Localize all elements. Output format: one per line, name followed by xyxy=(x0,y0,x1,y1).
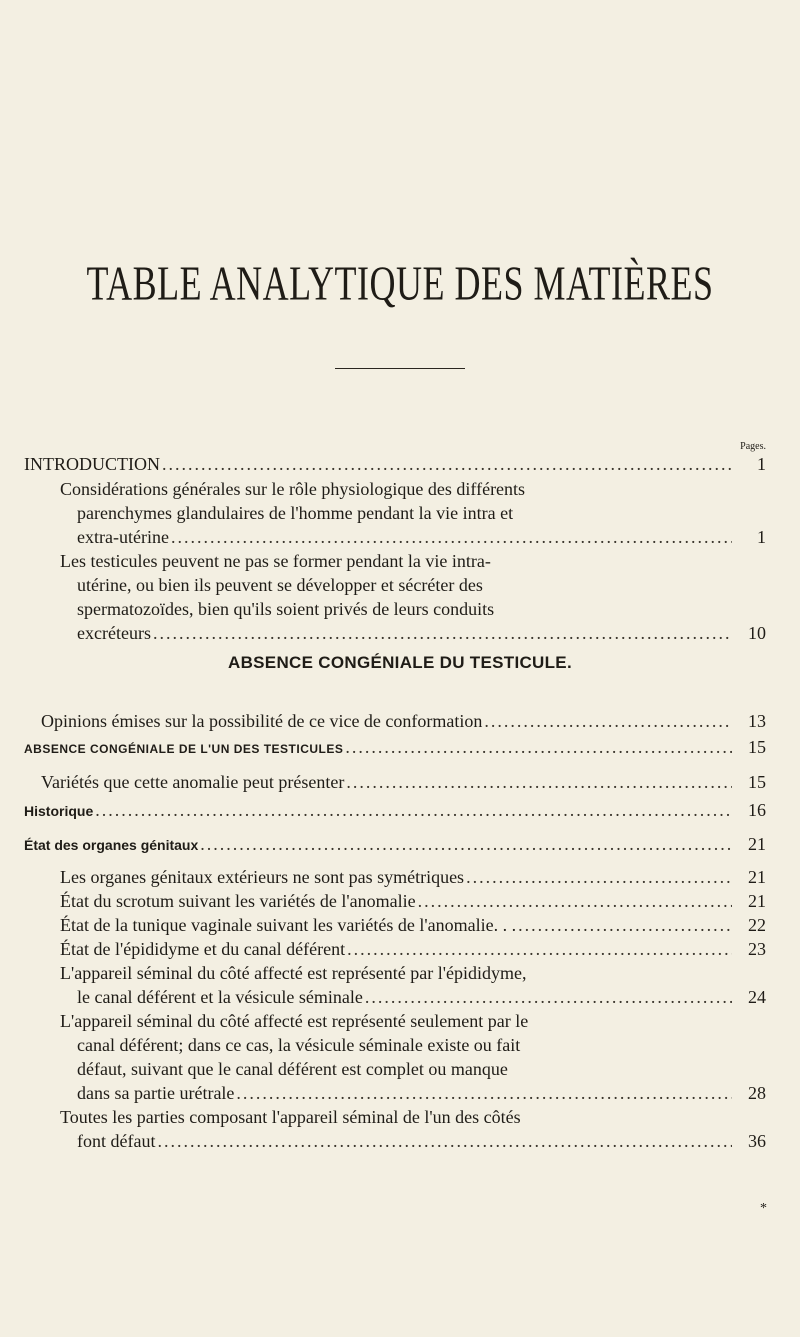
toc-entry-appareil-seminal-2[interactable] xyxy=(77,1081,766,1105)
toc-entry-opinions[interactable] xyxy=(41,709,766,733)
toc-page-number: 16 xyxy=(748,800,766,820)
toc-entry-text: État des organes génitaux xyxy=(24,837,199,853)
toc-entry-toutes-parties[interactable] xyxy=(77,1129,766,1153)
toc-entry-line: Considérations générales sur le rôle physiologique des différents xyxy=(60,479,526,499)
toc-page-number: 21 xyxy=(748,867,766,887)
toc-entry-line: Les testicules peuvent ne pas se former pendant la vie intra- xyxy=(60,551,491,571)
toc-page-number: 28 xyxy=(748,1083,766,1103)
toc-page-number: 21 xyxy=(748,891,766,911)
toc-entry-text: Opinions émises sur la possibilité de ce vice de conformation xyxy=(41,711,483,731)
toc-entry-text: Historique xyxy=(24,803,94,819)
leader-dots xyxy=(418,889,732,913)
toc-entry-text: le canal déférent et la vésicule séminale xyxy=(77,987,363,1007)
leader-dots xyxy=(484,709,732,733)
toc-entry-absence-un-testicule[interactable] xyxy=(24,735,766,761)
toc-entry-line: utérine, ou bien ils peuvent se développer et sécréter des xyxy=(77,575,483,595)
toc-entry-appareil-seminal-1[interactable] xyxy=(77,985,766,1009)
toc-entry-text: dans sa partie urétrale xyxy=(77,1083,235,1103)
toc-page-number: 1 xyxy=(757,454,766,474)
toc-entry-tunique-vaginale[interactable] xyxy=(60,913,766,937)
toc-entry-text: Variétés que cette anomalie peut présenter xyxy=(41,772,345,792)
footer-asterisk: * xyxy=(760,1201,767,1216)
leader-dots xyxy=(365,985,732,1009)
leader-dots xyxy=(157,1129,732,1153)
leader-dots xyxy=(518,913,732,937)
toc-entry-line: L'appareil séminal du côté affecté est représenté par l'épididyme, xyxy=(60,963,527,983)
toc-entry-line: défaut, suivant que le canal déférent est complet ou manque xyxy=(77,1059,508,1079)
toc-page-number: 13 xyxy=(748,711,766,731)
toc-entry-considerations[interactable] xyxy=(77,525,766,549)
toc-page-number: 23 xyxy=(748,939,766,959)
toc-entry-line: parenchymes glandulaires de l'homme pendant la vie intra et xyxy=(77,503,514,523)
leader-dots xyxy=(466,865,732,889)
toc-entry-organes-exterieurs[interactable] xyxy=(60,865,766,889)
leader-dots xyxy=(346,770,732,794)
leader-dots xyxy=(95,798,732,822)
section-heading: ABSENCE CONGÉNIALE DU TESTICULE. xyxy=(228,653,572,672)
toc-entry-line: L'appareil séminal du côté affecté est représenté seulement par le xyxy=(60,1011,529,1031)
toc-page-number: 36 xyxy=(748,1131,766,1151)
toc-entry-line: canal déférent; dans ce cas, la vésicule séminale existe ou fait xyxy=(77,1035,521,1055)
toc-entry-line: Toutes les parties composant l'appareil séminal de l'un des côtés xyxy=(60,1107,521,1127)
toc-entry-text: État de l'épididyme et du canal déférent xyxy=(60,939,346,959)
pages-column-label: Pages. xyxy=(740,441,766,452)
toc-entry-text: ABSENCE CONGÉNIALE DE L'UN DES TESTICULES xyxy=(24,742,344,756)
toc-entry-testicules[interactable] xyxy=(77,621,766,645)
toc-entry-etat-organes[interactable] xyxy=(24,832,766,857)
toc-page-number: 1 xyxy=(757,527,766,547)
page-title: TABLE ANALYTIQUE DES MATIÈRES xyxy=(86,256,714,311)
leader-dots xyxy=(162,452,732,476)
toc-entry-text: INTRODUCTION xyxy=(24,454,160,474)
leader-dots xyxy=(171,525,732,549)
toc-entry-text: extra-utérine xyxy=(77,527,169,547)
toc-entry-line: spermatozoïdes, bien qu'ils soient privés de leurs conduits xyxy=(77,599,495,619)
toc-entry-text: Les organes génitaux extérieurs ne sont pas symétriques xyxy=(60,867,465,887)
toc-entry-text: État de la tunique vaginale suivant les variétés de l'anomalie. . . xyxy=(60,915,517,935)
leader-dots xyxy=(236,1081,732,1105)
toc-entry-historique[interactable] xyxy=(24,798,766,823)
toc-entry-scrotum[interactable] xyxy=(60,889,766,913)
toc-page-number: 22 xyxy=(748,915,766,935)
toc-entry-introduction[interactable] xyxy=(24,452,766,476)
toc-page-number: 15 xyxy=(748,737,766,757)
leader-dots xyxy=(200,832,732,856)
toc-entry-text: État du scrotum suivant les variétés de l'anomalie xyxy=(60,891,416,911)
toc-entry-text: font défaut xyxy=(77,1131,156,1151)
toc-page-number: 24 xyxy=(748,987,766,1007)
title-divider xyxy=(335,368,465,369)
toc-entry-epididyme[interactable] xyxy=(60,937,766,961)
leader-dots xyxy=(153,621,732,645)
leader-dots xyxy=(347,937,732,961)
toc-page-number: 15 xyxy=(748,772,766,792)
toc-entry-varietes[interactable] xyxy=(41,770,766,794)
toc-page-number: 21 xyxy=(748,834,766,854)
leader-dots xyxy=(345,735,732,759)
toc-entry-text: excréteurs xyxy=(77,623,151,643)
toc-page-number: 10 xyxy=(748,623,766,643)
